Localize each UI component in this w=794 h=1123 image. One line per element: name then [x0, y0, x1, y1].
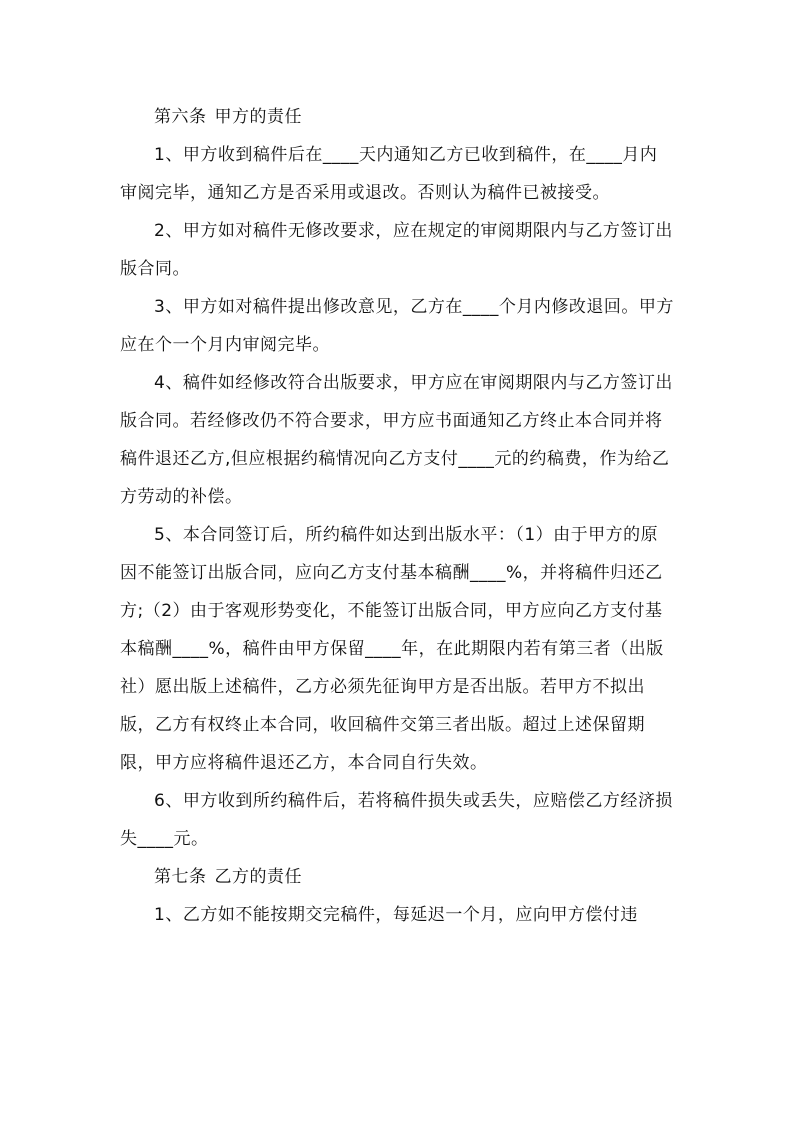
- section-6-number: 第六条: [154, 107, 207, 127]
- document-body: [120, 98, 674, 934]
- section-6-item-2: 2、甲方如对稿件无修改要求，应在规定的审阅期限内与乙方签订出版合同。: [120, 221, 673, 279]
- section-7-heading: [120, 858, 674, 896]
- section-7-item-1: 1、乙方如不能按期交完稿件，每延迟一个月，应向甲方偿付违: [154, 905, 638, 925]
- section-6-item-4: 4、稿件如经修改符合出版要求，甲方应在审阅期限内与乙方签订出版合同。若经修改仍不符合要求，甲方应书面通知乙方终止本合同并将稿件退还乙方,但应根据约稿情况向乙方支付____元的约稿费，作为给乙方劳动的补偿。: [120, 373, 673, 507]
- section-6-item-1: 1、甲方收到稿件后在____天内通知乙方已收到稿件，在____月内审阅完毕，通知乙方是否采用或退改。否则认为稿件已被接受。: [120, 145, 658, 203]
- section-7-title: 乙方的责任: [214, 867, 302, 887]
- section-6-item-6: 6、甲方收到所约稿件后，若将稿件损失或丢失，应赔偿乙方经济损失____元。: [120, 791, 673, 849]
- section-6-item-5: 5、本合同签订后，所约稿件如达到出版水平：（1）由于甲方的原因不能签订出版合同，应向乙方支付基本稿酬____%，并将稿件归还乙方;（2）由于客观形势变化，不能签订出版合同，甲方应向乙方支付基本稿酬____%，稿件由甲方保留____年，在此期限内若有第三者（出版社）愿出版上述稿件，乙方必须先征询甲方是否出版。若甲方不拟出版，乙方有权终止本合同，收回稿件交第三者出版。超过上述保留期限，甲方应将稿件退还乙方，本合同自行失效。: [120, 525, 664, 773]
- section-6-title: 甲方的责任: [214, 107, 302, 127]
- section-7-number: 第七条: [154, 867, 207, 887]
- section-6-item-3: 3、甲方如对稿件提出修改意见，乙方在____个月内修改退回。甲方应在个一个月内审阅完毕。: [120, 297, 674, 355]
- section-6-heading: [120, 98, 674, 136]
